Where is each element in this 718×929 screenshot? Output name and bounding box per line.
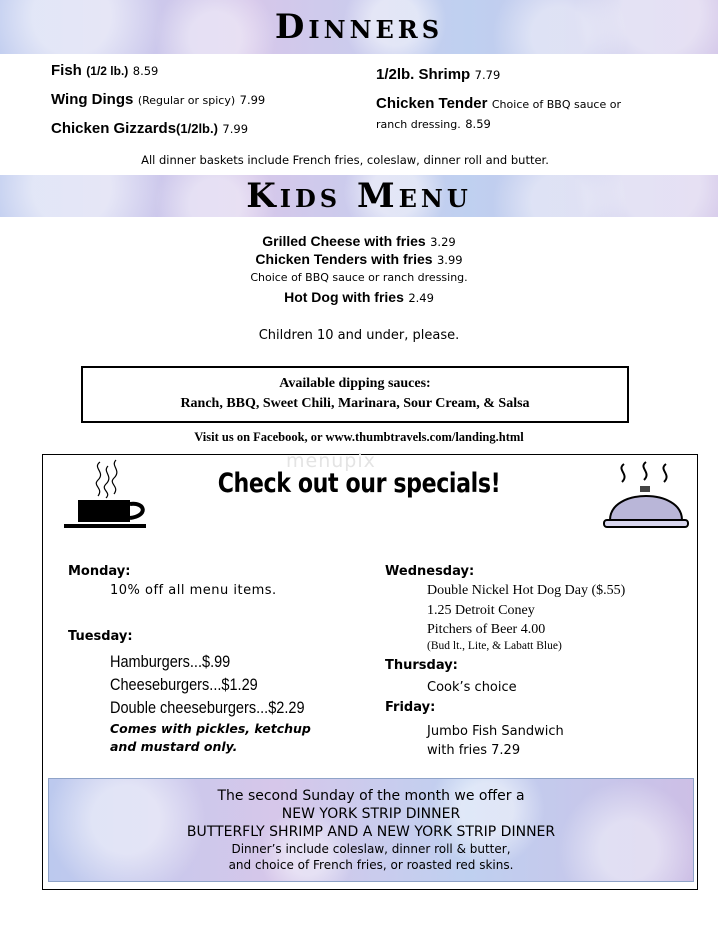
sunday-line5: and choice of French fries, or roasted red skins. [228,858,514,872]
sunday-special-band [48,778,694,882]
item-detail: (1/2 lb.) [86,64,129,78]
item-detail-2: ranch dressing. [376,118,461,131]
monday-deal: 10% off all menu items. [110,583,277,598]
watermark: menupix [286,450,376,472]
dinner-note: All dinner baskets include French fries, coleslaw, dinner roll and butter. [141,153,549,167]
dinner-item-chicken-gizzards [51,120,248,138]
dinner-item-shrimp [376,66,500,84]
item-detail: (1/2lb.) [176,121,218,136]
item-price: 2.49 [408,291,434,305]
item-detail: (Regular or spicy) [137,94,236,107]
sunday-line1: The second Sunday of the month we offer a [217,788,525,804]
kids-tenders-note: Choice of BBQ sauce or ranch dressing. [250,271,468,284]
tuesday-note-line1: Comes with pickles, ketchup [110,721,311,736]
visit-facebook-line: Visit us on Facebook, or www.thumbtravels.com/landing.html [194,430,524,444]
item-price: 7.99 [222,122,249,136]
kids-item-chicken-tenders [0,251,718,269]
dinners-header-band [0,0,718,54]
dinner-item-chicken-tender [376,94,666,134]
kids-item-grilled-cheese [0,233,718,251]
thursday-label: Thursday: [385,658,458,673]
tuesday-note-line2: and mustard only. [110,739,238,754]
wednesday-beer-note: (Bud lt., Lite, & Labatt Blue) [427,640,562,652]
item-price: 8.59 [465,117,491,131]
wednesday-label: Wednesday: [385,564,475,579]
item-price: 7.99 [239,93,266,107]
sauces-heading: Available dipping sauces: [279,376,431,391]
item-price: 3.29 [430,235,456,249]
friday-deal-line2: with fries 7.29 [427,743,521,758]
item-name: Chicken Gizzards [51,120,177,137]
item-name: Chicken Tender [376,95,488,112]
item-name: 1/2lb. Shrimp [376,66,471,83]
item-price: 3.99 [436,253,463,267]
dinner-item-wing-dings [51,91,265,109]
item-name: Chicken Tenders with fries [255,251,433,267]
dinner-item-fish [51,62,158,80]
item-price: 8.59 [132,64,159,78]
item-name: Hot Dog with fries [284,289,404,305]
sauces-box [81,366,629,423]
tuesday-label: Tuesday: [68,629,133,644]
sunday-line4: Dinner’s include coleslaw, dinner roll & butter, [231,842,511,856]
monday-label: Monday: [68,564,131,579]
wednesday-deals [427,581,625,640]
thursday-deal: Cook’s choice [427,680,517,695]
friday-label: Friday: [385,700,436,715]
kids-item-hot-dog [0,289,718,307]
friday-deal [427,722,564,760]
item-price: 7.79 [474,68,501,82]
item-detail: Choice of BBQ sauce or [491,98,621,111]
sunday-line3: BUTTERFLY SHRIMP AND A NEW YORK STRIP DINNER [186,824,556,840]
tuesday-deal-cheeseburgers: Cheeseburgers...$1.29 [110,676,258,694]
specials-title: Check out our specials! [217,468,501,499]
tuesday-note [110,720,311,756]
tuesday-deal-hamburgers: Hamburgers...$.99 [110,653,231,671]
tuesday-deals [110,651,305,720]
wednesday-deal-beer: Pitchers of Beer 4.00 [427,622,546,637]
dinners-title: Dinners [274,7,444,47]
tuesday-deal-double-cheeseburgers: Double cheeseburgers...$2.29 [110,699,305,717]
friday-deal-line1: Jumbo Fish Sandwich [427,724,564,739]
item-name: Grilled Cheese with fries [262,233,426,249]
item-name: Wing Dings [51,91,134,108]
wednesday-deal-coney: 1.25 Detroit Coney [427,602,535,618]
item-name: Fish [51,62,82,79]
sunday-line2: NEW YORK STRIP DINNER [281,806,461,822]
kids-header-band [0,175,718,217]
wednesday-deal-hot-dog: Double Nickel Hot Dog Day ($.55) [427,583,626,598]
sauces-list: Ranch, BBQ, Sweet Chili, Marinara, Sour Cream, & Salsa [180,396,530,411]
kids-title: Kids Menu [246,176,472,216]
kids-age-note: Children 10 and under, please. [258,328,460,343]
